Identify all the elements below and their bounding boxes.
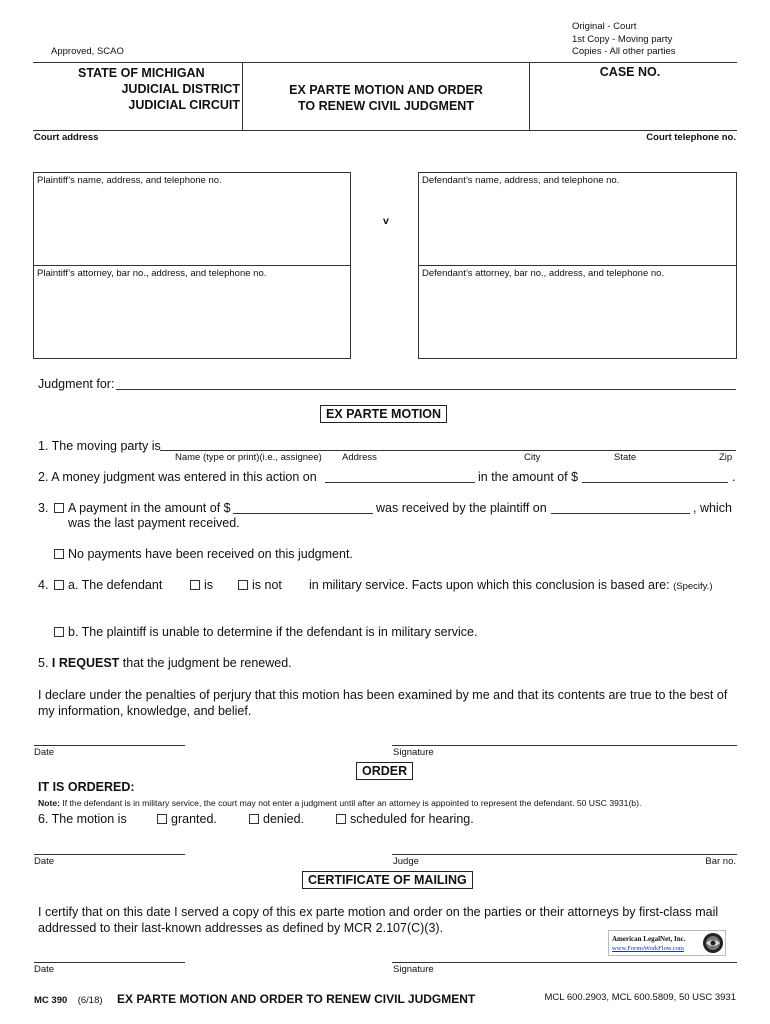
form-number: MC 390 — [34, 995, 68, 1006]
legalnet-url: www.FormsWorkFlow.com — [612, 945, 684, 952]
item1-city-caption: City — [524, 452, 541, 463]
is-military-checkbox[interactable] — [190, 580, 200, 590]
order-heading: ORDER — [356, 762, 413, 780]
is-not-military-label: is not — [252, 578, 282, 592]
item3-last-payment-text: was the last payment received. — [68, 516, 240, 530]
denied-checkbox[interactable] — [249, 814, 259, 824]
item3-payment-label: A payment in the amount of $ — [68, 501, 231, 515]
item4-number: 4. — [38, 578, 49, 592]
globe-icon — [702, 932, 724, 954]
scheduled-checkbox[interactable] — [336, 814, 346, 824]
order-date-label: Date — [34, 856, 55, 867]
moving-party-field[interactable] — [160, 450, 736, 451]
footer-statutes: MCL 600.2903, MCL 600.5809, 50 USC 3931 — [544, 992, 736, 1003]
is-military-label: is — [204, 578, 214, 592]
form-title — [243, 82, 529, 114]
caption-bottom-rule — [33, 130, 737, 131]
form-title-line2: TO RENEW CIVIL JUDGMENT — [298, 99, 474, 113]
state-of-michigan: STATE OF MICHIGAN — [78, 66, 205, 80]
form-revision: (6/18) — [77, 995, 103, 1006]
footer-title: EX PARTE MOTION AND ORDER TO RENEW CIVIL JUDGMENT — [117, 992, 476, 1006]
court-phone-label: Court telephone no. — [646, 132, 736, 143]
order-date-field[interactable] — [34, 854, 185, 855]
ex-parte-motion-heading: EX PARTE MOTION — [320, 405, 447, 423]
defendant-attorney-label: Defendant’s attorney, bar no., address, and telephone no. — [422, 268, 665, 279]
no-payments-label: No payments have been received on this judgment. — [68, 547, 353, 561]
item4-facts-text: in military service. Facts upon which this conclusion is based are: — [309, 578, 670, 592]
item4b-label: b. The plaintiff is unable to determine if the defendant is in military service. — [68, 625, 478, 639]
motion-date-label: Date — [34, 747, 55, 758]
court-name-block — [40, 65, 240, 113]
denied-label: denied. — [263, 812, 305, 826]
judge-label: Judge — [393, 856, 419, 867]
legalnet-logo-text — [612, 935, 685, 953]
declaration-text: I declare under the penalties of perjury that this motion has been examined by me and that its contents are true to the best of my information, knowledge, and belief. — [38, 688, 728, 718]
defendant-label: Defendant’s name, address, and telephone no. — [422, 175, 620, 186]
defendant-box[interactable] — [418, 172, 737, 359]
item5-line — [38, 656, 292, 670]
payment-date-field[interactable] — [551, 513, 690, 514]
granted-label: granted. — [171, 812, 217, 826]
case-no-label: CASE NO. — [599, 65, 661, 79]
motion-signature-label: Signature — [393, 747, 434, 758]
certificate-heading: CERTIFICATE OF MAILING — [302, 871, 473, 889]
judge-signature-field[interactable] — [392, 854, 737, 855]
is-not-military-checkbox[interactable] — [238, 580, 248, 590]
order-note-label: Note: — [38, 798, 60, 808]
scheduled-label: scheduled for hearing. — [350, 812, 474, 826]
item1-state-caption: State — [614, 452, 637, 463]
caption-top-rule — [33, 62, 737, 63]
item1-zip-caption: Zip — [719, 452, 733, 463]
bar-no-label: Bar no. — [705, 856, 736, 867]
item3-which: , which — [693, 501, 732, 515]
item5-rest: that the judgment be renewed. — [122, 656, 292, 670]
item6-label: 6. The motion is — [38, 812, 127, 826]
order-note — [38, 798, 641, 808]
certificate-date-field[interactable] — [34, 962, 185, 963]
distribution-list — [572, 21, 676, 59]
it-is-ordered: IT IS ORDERED: — [38, 780, 135, 794]
last-payment-checkbox[interactable] — [54, 503, 64, 513]
item4b-checkbox[interactable] — [54, 627, 64, 637]
distribution-original: Original - Court — [572, 21, 637, 32]
payment-amount-field[interactable] — [233, 513, 373, 514]
item5-number: 5. — [38, 656, 49, 670]
judgment-date-field[interactable] — [325, 482, 475, 483]
judgment-for-label: Judgment for: — [38, 377, 115, 391]
plaintiff-divider — [34, 265, 350, 266]
item1-address-caption: Address — [342, 452, 377, 463]
item2-label: 2. A money judgment was entered in this action on — [38, 470, 317, 484]
item2-amount-label: in the amount of $ — [478, 470, 579, 484]
certificate-signature-label: Signature — [393, 964, 434, 975]
judicial-district: JUDICIAL DISTRICT — [121, 82, 240, 96]
judgment-amount-field[interactable] — [582, 482, 728, 483]
item5-request: I REQUEST — [51, 656, 120, 670]
legalnet-name: American LegalNet, Inc. — [612, 935, 686, 943]
distribution-first-copy: 1st Copy - Moving party — [572, 33, 673, 45]
order-note-text: If the defendant is in military service, the court may not enter a judgment until after an attorney is appointed to represent the defendant. 50 USC 3931(b). — [62, 798, 642, 808]
item4a-checkbox[interactable] — [54, 580, 64, 590]
granted-checkbox[interactable] — [157, 814, 167, 824]
item3-number: 3. — [38, 501, 49, 515]
no-payments-checkbox[interactable] — [54, 549, 64, 559]
item4-facts-label — [309, 578, 712, 592]
item1-name-caption: Name (type or print)(i.e., assignee) — [175, 452, 322, 463]
item4a-label: a. The defendant — [68, 578, 163, 592]
certificate-signature-field[interactable] — [392, 962, 737, 963]
item3-received-label: was received by the plaintiff on — [376, 501, 547, 515]
plaintiff-label: Plaintiff’s name, address, and telephone no. — [37, 175, 222, 186]
item1-label: 1. The moving party is — [38, 439, 161, 453]
item2-period: . — [732, 470, 736, 484]
motion-signature-field[interactable] — [392, 745, 737, 746]
certificate-date-label: Date — [34, 964, 55, 975]
plaintiff-attorney-label: Plaintiff’s attorney, bar no., address, and telephone no. — [37, 268, 267, 279]
certificate-text: I certify that on this date I served a copy of this ex parte motion and order on the parties or their attorneys by first-class mail addressed to their last-known addresses as defined by MCR 2.107(C)(3). — [38, 905, 719, 935]
form-title-line1: EX PARTE MOTION AND ORDER — [289, 83, 483, 97]
defendant-divider — [419, 265, 736, 266]
versus-label: v — [383, 215, 389, 227]
judgment-for-field[interactable] — [116, 389, 736, 390]
judicial-circuit: JUDICIAL CIRCUIT — [128, 98, 240, 112]
item4-specify: (Specify.) — [673, 581, 713, 592]
plaintiff-box[interactable] — [33, 172, 351, 359]
motion-date-field[interactable] — [34, 745, 185, 746]
court-address-label: Court address — [34, 132, 99, 143]
legalnet-logo — [608, 930, 726, 956]
approved-scao: Approved, SCAO — [51, 46, 124, 57]
footer — [34, 990, 475, 1008]
distribution-copies: Copies - All other parties — [572, 46, 676, 57]
